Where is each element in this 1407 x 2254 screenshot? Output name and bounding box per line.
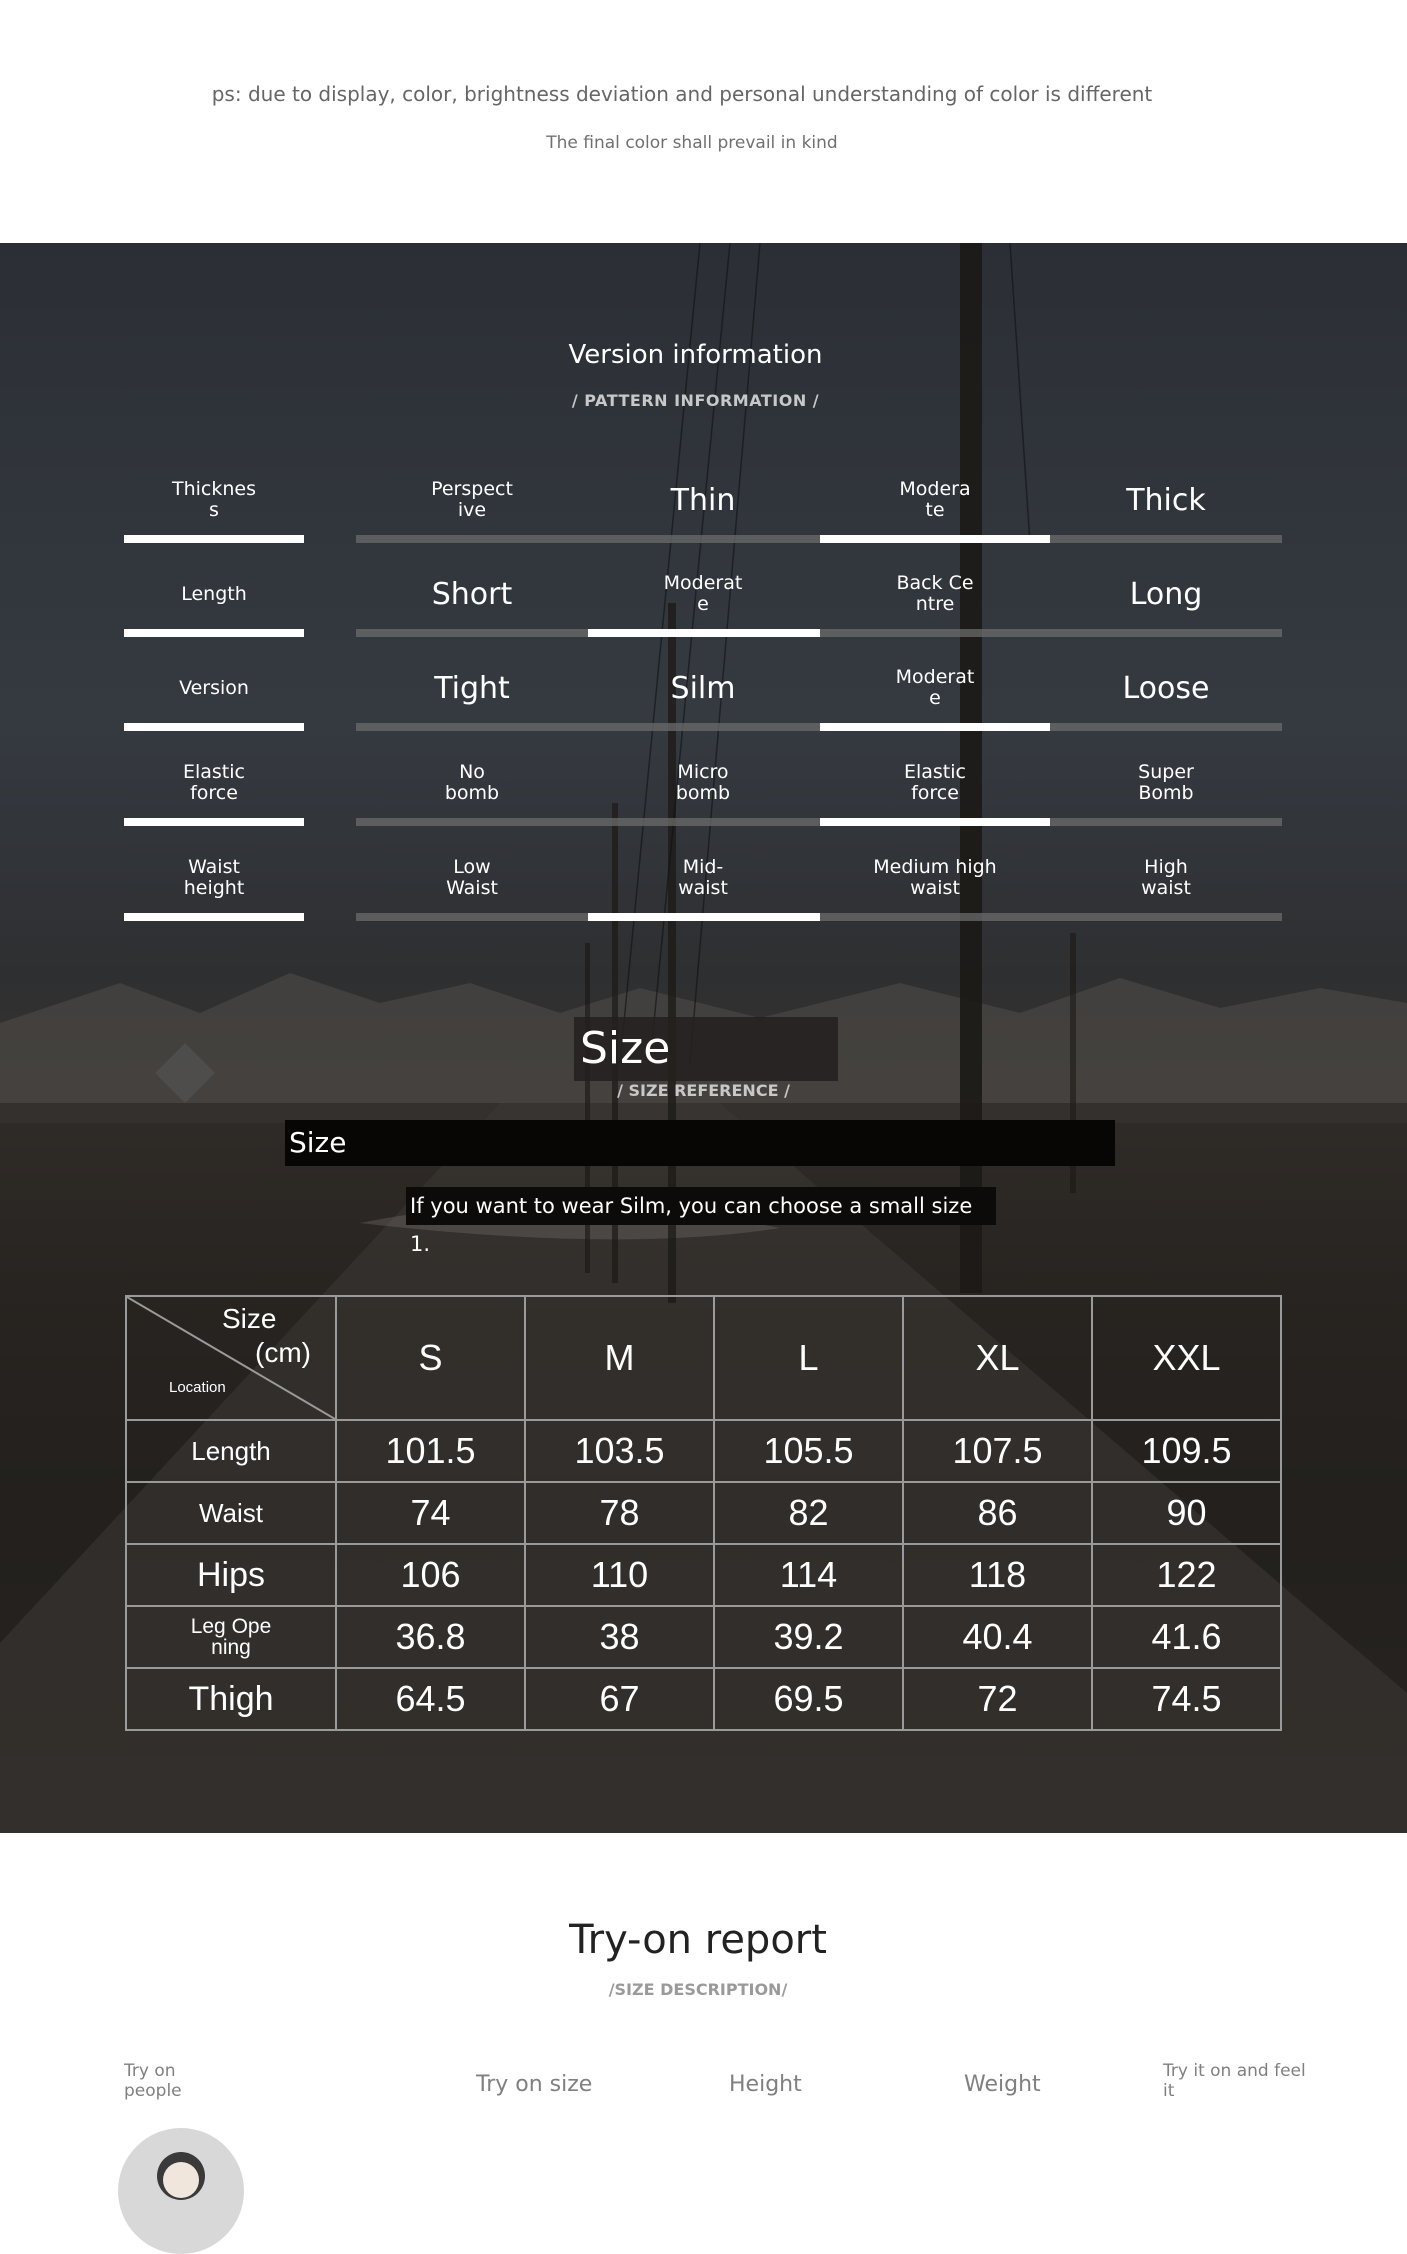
table-row [126, 1606, 1281, 1668]
size-table-corner-cell [126, 1296, 336, 1420]
attribute-option: Elastic force [903, 761, 966, 804]
measurement-value: 118 [903, 1544, 1092, 1606]
attribute-option: Long [1129, 576, 1203, 612]
measurement-value: 69.5 [714, 1668, 903, 1730]
attribute-label: Thicknes s [171, 478, 256, 521]
attribute-scale-track [356, 535, 1282, 543]
notice-line-1: ps: due to display, color, brightness deviation and personal understanding of color is different [211, 82, 1153, 106]
corner-unit-label: (cm) [255, 1337, 311, 1368]
attribute-option: Thin [670, 482, 736, 518]
size-col-l: L [714, 1296, 903, 1420]
attribute-label-underline [124, 535, 304, 543]
attribute-row [0, 653, 1407, 743]
attribute-label-underline [124, 723, 304, 731]
measurement-value: 122 [1092, 1544, 1281, 1606]
attribute-label-underline [124, 818, 304, 826]
size-label-bar: Size [285, 1120, 1115, 1166]
attribute-option: Tight [434, 670, 510, 706]
measurement-value: 36.8 [336, 1606, 525, 1668]
attribute-option: Mid- waist [678, 856, 728, 899]
measurement-value: 109.5 [1092, 1420, 1281, 1482]
attribute-option: Modera te [899, 478, 971, 521]
attribute-selected-marker [820, 723, 1050, 731]
table-row [126, 1668, 1281, 1730]
attribute-option: Low Waist [446, 856, 498, 899]
measurement-value: 86 [903, 1482, 1092, 1544]
size-col-s: S [336, 1296, 525, 1420]
tryon-subtitle: /SIZE DESCRIPTION/ [608, 1980, 788, 1999]
measurement-value: 114 [714, 1544, 903, 1606]
attribute-row [0, 843, 1407, 933]
attribute-row [0, 465, 1407, 555]
attribute-option: Super Bomb [1138, 761, 1194, 804]
attribute-scale-track [356, 723, 1282, 731]
attribute-option: Medium high waist [873, 856, 997, 899]
version-size-panel [0, 243, 1407, 1833]
measurement-value: 64.5 [336, 1668, 525, 1730]
attribute-option: No bomb [444, 761, 500, 804]
measurement-value: 82 [714, 1482, 903, 1544]
tryon-model-avatar [118, 2128, 244, 2254]
table-row [126, 1482, 1281, 1544]
tryon-header-feel: Try it on and feel it [1163, 2061, 1306, 2101]
measurement-value: 101.5 [336, 1420, 525, 1482]
attribute-selected-marker [820, 535, 1050, 543]
size-table [125, 1295, 1282, 1731]
attribute-row [0, 748, 1407, 838]
notice-line-2: The final color shall prevail in kind [546, 133, 838, 153]
attribute-selected-marker [820, 818, 1050, 826]
attribute-option: Back Ce ntre [896, 572, 974, 615]
attribute-option: Micro bomb [675, 761, 731, 804]
measurement-label: Length [126, 1420, 336, 1482]
measurement-value: 67 [525, 1668, 714, 1730]
tryon-header-size: Try on size [476, 2072, 593, 2097]
measurement-value: 78 [525, 1482, 714, 1544]
size-table-header-row [126, 1296, 1281, 1420]
corner-location-label: Location [169, 1379, 226, 1396]
attribute-option: Moderat e [663, 572, 743, 615]
measurement-value: 105.5 [714, 1420, 903, 1482]
measurement-label: Waist [126, 1482, 336, 1544]
attribute-label: Elastic force [182, 761, 245, 804]
version-subtitle: / PATTERN INFORMATION / [571, 391, 820, 410]
attribute-label: Length [181, 582, 247, 605]
attribute-option: High waist [1141, 856, 1191, 899]
measurement-label: Hips [126, 1544, 336, 1606]
attribute-option: Silm [670, 670, 736, 706]
attribute-option: Loose [1122, 670, 1210, 706]
size-col-xl: XL [903, 1296, 1092, 1420]
attribute-selected-marker [588, 913, 820, 921]
table-row [126, 1544, 1281, 1606]
measurement-value: 90 [1092, 1482, 1281, 1544]
attribute-scale-track [356, 818, 1282, 826]
size-recommendation-note: If you want to wear Silm, you can choose a small size 1. [406, 1187, 996, 1225]
attribute-option: Thick [1126, 482, 1206, 518]
measurement-value: 38 [525, 1606, 714, 1668]
tryon-header-people: Try on people [124, 2061, 182, 2101]
measurement-value: 110 [525, 1544, 714, 1606]
measurement-label: Thigh [126, 1668, 336, 1730]
measurement-value: 107.5 [903, 1420, 1092, 1482]
measurement-label: Leg Ope ning [126, 1606, 336, 1668]
measurement-value: 103.5 [525, 1420, 714, 1482]
attribute-row [0, 559, 1407, 649]
size-col-xxl: XXL [1092, 1296, 1281, 1420]
attribute-label: Version [179, 676, 249, 699]
attribute-option: Perspect ive [431, 478, 513, 521]
attribute-label-underline [124, 913, 304, 921]
measurement-value: 41.6 [1092, 1606, 1281, 1668]
measurement-value: 74 [336, 1482, 525, 1544]
measurement-value: 40.4 [903, 1606, 1092, 1668]
measurement-value: 72 [903, 1668, 1092, 1730]
tryon-header-weight: Weight [964, 2072, 1041, 2097]
size-heading: Size [574, 1017, 838, 1081]
measurement-value: 106 [336, 1544, 525, 1606]
version-title: Version information [568, 340, 823, 370]
attribute-label-underline [124, 629, 304, 637]
size-col-m: M [525, 1296, 714, 1420]
corner-size-label: Size [222, 1303, 277, 1334]
size-subtitle: / SIZE REFERENCE / [617, 1081, 790, 1100]
measurement-value: 39.2 [714, 1606, 903, 1668]
table-row [126, 1420, 1281, 1482]
attribute-option: Short [431, 576, 513, 612]
tryon-title: Try-on report [569, 1917, 827, 1963]
measurement-value: 74.5 [1092, 1668, 1281, 1730]
tryon-header-height: Height [729, 2072, 802, 2097]
attribute-label: Waist height [183, 856, 245, 899]
person-icon [118, 2128, 244, 2254]
attribute-option: Moderat e [895, 666, 975, 709]
attribute-selected-marker [588, 629, 820, 637]
